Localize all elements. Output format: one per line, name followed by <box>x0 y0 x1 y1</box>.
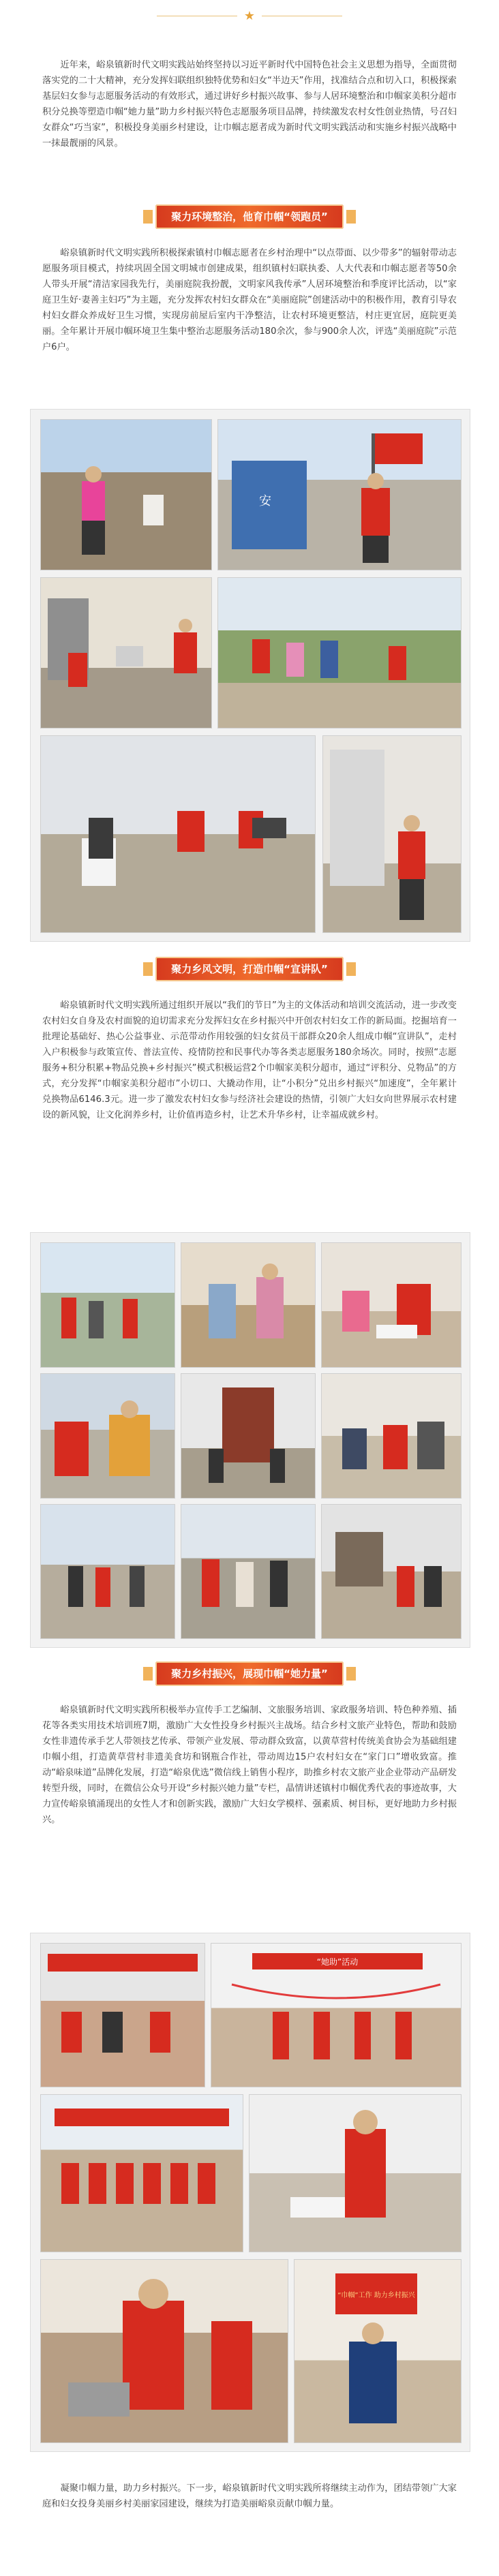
photo-cleanup-2 <box>217 419 462 570</box>
photo-propaganda-6 <box>321 1373 462 1499</box>
top-ornament <box>0 10 499 23</box>
conclusion-paragraph: 凝聚巾帼力量，助力乡村振兴。下一步，峪泉镇新时代文明实践所将继续主动作为，团结带领广大家庭和妇女投身美丽乡村美丽家园建设，继续为打造美丽峪泉贡献巾帼力量。 <box>42 2483 457 2509</box>
section-1-paragraph: 峪泉镇新时代文明实践所积极探索镇村巾帼志愿者在乡村治理中“以点带面、以少带多”的辐射带动志愿服务项目模式，持续巩固全国文明城市创建成果，组织镇村妇联执委、人大代表和巾帼志愿者等50余人带头开展“清洁家园我先行，美丽庭院我扮靓，文明家风我传承”人居环境整治和季度评比活动，以“家庭卫生好·妻善主妇巧”为主题，充分发挥农村妇女群众在“美丽庭院”创建活动中的积极作用，教育引导农村妇女群众养成好卫生习惯，实现房前屋后室内干净整洁，让农村环境更整洁，村庄更宜居，庭院更美丽。全年累计开展巾帼环境卫生集中整治志愿服务活动180余次，参与900余人次，评选“美丽庭院”示范户6户。 <box>42 248 457 352</box>
photo-propaganda-5 <box>181 1373 316 1499</box>
event-banner-text: “她助”活动 <box>316 1957 359 1967</box>
intro-paragraph: 近年来，峪泉镇新时代文明实践站始终坚持以习近平新时代中国特色社会主义思想为指导，全面贯彻落实党的二十大精神，充分发挥妇联组织独特优势和妇女“半边天”作用，找准结合点和切入口，积极探索基层妇女参与志愿服务活动的有效形式，通过讲好乡村振兴故事、参与人居环境整治和巾帼家美积分超市积分兑换等塑造巾帼“她力量”助力乡村振兴特色志愿服务项目品牌，持续激发农村女性创业热情，号召妇女群众“巧当家”，积极投身美丽乡村建设，让巾帼志愿者成为新时代文明实践活动和实施乡村振兴战略中一抹最靓丽的风景。 <box>42 60 457 149</box>
photo-propaganda-8 <box>181 1504 316 1639</box>
photo-propaganda-4 <box>40 1373 175 1499</box>
section-2-paragraph: 峪泉镇新时代文明实践所通过组织开展以“我们的节日”为主的文体活动和培训交流活动，进一步改变农村妇女自身及农村面貌的迫切需求充分发挥妇女在乡村振兴中开创农村妇女工作的新局面。挖掘培育一批理论基础好、热心公益事业、示范带动作用较强的妇女贫员干部群众20余人组成巾帼“宣讲队”，走村入户积极参与政策宣传、普法宣传、疫情防控和民事代办等各类志愿服务180余场次。同时，按照“志愿服务+积分积累+物品兑换+乡村振兴”模式积极运营2个巾帼家美积分超市，通过“评积分、兑物品”的方式，充分发挥“巾帼家美积分超市”小切口、大撬动作用，让“小积分”兑出乡村振兴“加速度”，全年累计兑换物品6146.3元。进一步了激发农村妇女参与经济社会建设的热情，引领广大妇女向世界展示农村建设的新风貌，让文化润养乡村，让价值再造乡村，让艺术升华乡村，让幸福成就乡村。 <box>42 1000 457 1120</box>
photo-cleanup-6 <box>322 735 462 933</box>
photo-cleanup-4 <box>217 577 462 729</box>
photo-cleanup-1 <box>40 419 212 570</box>
photo-propaganda-3 <box>321 1242 462 1368</box>
photo-propaganda-9 <box>321 1504 462 1639</box>
section-1-title: 聚力环境整治，他育巾帼“领跑员” <box>171 211 328 223</box>
section-1-banner <box>155 204 344 229</box>
section-2-title: 聚力乡风文明，打造巾帼“宣讲队” <box>171 963 328 975</box>
poster-text: “巾帼”工作 助力乡村振兴 <box>337 2292 415 2299</box>
section-3-paragraph: 峪泉镇新时代文明实践所积极举办宣传手工艺编制、文旅服务培训、家政服务培训、特色种养殖、插花等各类实用技术培训班7期，激励广大女性投身乡村振兴主战场。结合乡村文旅产业特色，帮助和鼓励女性非遗传承手艺人带领技艺传承、带领产业发展、带动群众致富，以黄草营村传统美食协会为基础组建巾帼小组，打造黄草营村非遗美食坊和钢瓶合作社，带动周边15户农村妇女在“家门口”增收致富。推动“峪泉味道”品牌化发展，打造“峪泉优选”微信线上销售小程序，助推乡村农文旅产业企业带动产品研发转型升级，同时，在微信公众号开设“乡村振兴她力量”专栏，晶情讲述镇村巾帼优秀代表的事迹故事，大力宣传峪泉镇涌现出的女性人才和创新实践，激励广大妇女学模样、强素质、树目标，更好地助力乡村振兴。 <box>42 1705 457 1825</box>
photo-cleanup-5 <box>40 735 316 933</box>
section-3-photo-grid <box>30 1933 470 2452</box>
photo-training-1 <box>40 1943 205 2087</box>
section-2-banner <box>155 957 344 981</box>
star-icon: ★ <box>243 9 256 23</box>
section-1-photo-grid <box>30 409 470 942</box>
photo-cleanup-3 <box>40 577 212 729</box>
photo-propaganda-1 <box>40 1242 175 1368</box>
section-2-photo-grid <box>30 1232 470 1648</box>
photo-training-2 <box>211 1943 462 2087</box>
photo-propaganda-2 <box>181 1242 316 1368</box>
photo-training-3 <box>40 2094 243 2252</box>
photo-training-6 <box>294 2259 462 2443</box>
section-3-banner <box>155 1661 344 1686</box>
section-3-title: 聚力乡村振兴，展现巾帼“她力量” <box>171 1668 328 1680</box>
photo-training-4 <box>249 2094 462 2252</box>
slogan-board-text: 安 <box>259 494 271 508</box>
photo-propaganda-7 <box>40 1504 175 1639</box>
photo-training-5 <box>40 2259 288 2443</box>
